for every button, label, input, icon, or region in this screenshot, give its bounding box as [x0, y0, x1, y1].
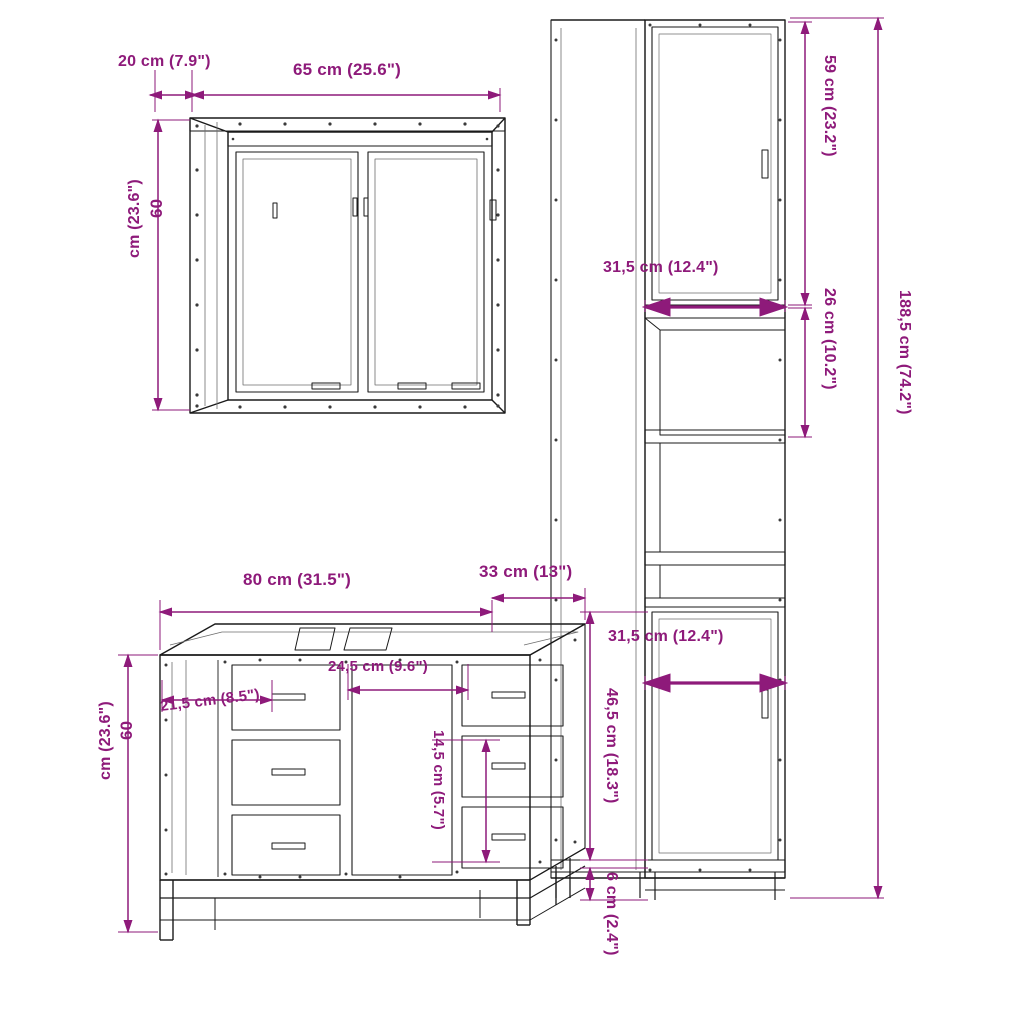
dim-sink-width: 80 cm (31.5"): [243, 570, 351, 589]
dim-tall-base: 6 cm (2.4"): [603, 872, 620, 956]
tall-cabinet-rivets: [555, 24, 782, 872]
dim-wall-height-1: 60: [147, 198, 166, 218]
tall-cabinet-drawing: [551, 20, 785, 900]
dim-tall-width-lower: 31,5 cm (12.4"): [608, 628, 724, 645]
dim-sink-side-drawer: 21,5 cm (8.5"): [159, 685, 261, 716]
dim-wall-height-2: cm (23.6"): [126, 179, 143, 258]
wall-cabinet-drawing: [190, 118, 505, 413]
dim-tall-width-upper: 31,5 cm (12.4"): [603, 259, 719, 276]
dim-wall-depth: 20 cm (7.9"): [118, 53, 211, 70]
dim-tall-shelf-gap: 26 cm (10.2"): [821, 288, 838, 390]
dim-wall-width: 65 cm (25.6"): [293, 60, 401, 79]
dim-sink-height-2: cm (23.6"): [97, 701, 114, 780]
dim-sink-depth: 33 cm (13"): [479, 562, 573, 581]
dim-tall-top-door: 59 cm (23.2"): [821, 55, 838, 157]
dimension-lines: [118, 18, 884, 932]
dim-tall-total-height: 188,5 cm (74.2"): [896, 290, 913, 415]
dim-sink-height-1: 60: [117, 720, 136, 740]
dim-sink-drawer-width: 24,5 cm (9.6"): [328, 658, 428, 675]
wall-cabinet-rivets: [195, 122, 499, 408]
dim-tall-bottom-door: 46,5 cm (18.3"): [603, 688, 620, 804]
dim-sink-drawer-height: 14,5 cm (5.7"): [430, 730, 447, 830]
